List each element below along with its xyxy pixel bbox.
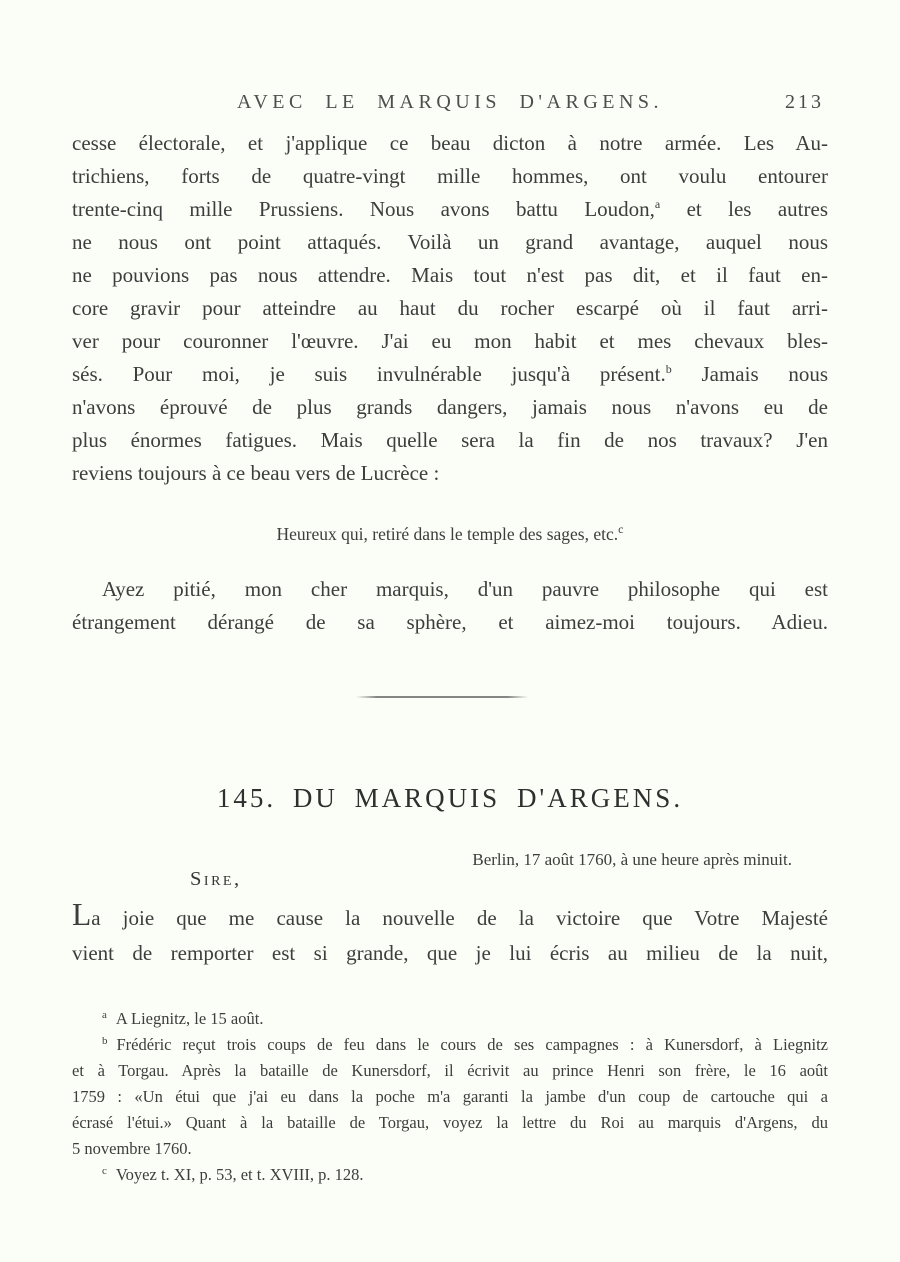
footnote-ref-b: b [665,362,672,376]
footnote-text: A Liegnitz, le 15 août. [115,1009,264,1028]
footnote-marker-b: b [102,1034,108,1047]
body-line: Ayez pitié, mon cher marquis, d'un pauvre philosophe qui est [102,577,828,601]
body-line [72,897,828,936]
body-line-segment: Jamais nous [671,362,828,386]
verse-text: Heureux qui, retiré dans le temple des sages, etc. [276,524,619,544]
body-line: ver pour couronner l'œuvre. J'ai eu mon habit et mes chevaux bles- [72,329,828,353]
salutation: Sire, [190,868,242,890]
footnote-marker-c: c [102,1164,107,1177]
body-line: core gravir pour atteindre au haut du rocher escarpé où il faut arri- [72,296,828,320]
footnote-b-line: et à Torgau. Après la bataille de Kunersdorf, il écrivit au prince Henri son frère, le 16 août [72,1061,828,1080]
body-line: n'avons éprouvé de plus grands dangers, jamais nous n'avons eu de [72,395,828,419]
footnote-ref-c: c [618,522,624,537]
body-line-segment: a joie que me cause la nouvelle de la victoire que Votre Majesté [91,906,828,930]
body-line: vient de remporter est si grande, que je lui écris au milieu de la nuit, [72,941,828,965]
letter-145-heading: 145. DU MARQUIS D'ARGENS. [216,783,684,813]
body-line: étrangement dérangé de sa sphère, et aimez-moi toujours. Adieu. [72,610,828,634]
footnote-ref-a: a [654,197,661,211]
dateline: Berlin, 17 août 1760, à une heure après minuit. [472,850,792,869]
footnote-b-line: 5 novembre 1760. [72,1139,192,1158]
body-line [72,193,828,226]
verse-quote [72,524,828,545]
footnote-b-line: écrasé l'étui.» Quant à la bataille de Torgau, voyez la lettre du Roi au marquis d'Argens, du [72,1113,828,1132]
body-line-segment: sés. Pour moi, je suis invulnérable jusqu'à présent. [72,362,666,386]
section-divider-rule [356,696,528,698]
footnote-a [72,1006,828,1032]
body-line: cesse électorale, et j'applique ce beau dicton à notre armée. Les Au- [72,131,828,155]
footnote-b-line [72,1032,828,1058]
initial-capital: L [72,897,92,932]
body-line-segment: et les autres [660,197,829,221]
footnote-b-line: 1759 : «Un étui que j'ai eu dans la poche m'a garanti la jambe d'un coup de cartouche qui a [72,1087,828,1106]
body-line: plus énormes fatigues. Mais quelle sera la fin de nos travaux? J'en [72,428,828,452]
running-header: AVEC LE MARQUIS D'ARGENS. [236,91,664,113]
footnotes [72,1006,828,1188]
body-line [72,358,828,391]
footnote-marker-a: a [102,1008,107,1021]
letter-144-body [72,127,828,490]
body-line: reviens toujours à ce beau vers de Lucrèce : [72,461,440,485]
page-number: 213 [785,91,824,113]
body-line-segment: trente-cinq mille Prussiens. Nous avons battu Loudon, [72,197,655,221]
body-line: ne pouvions pas nous attendre. Mais tout n'est pas dit, et il faut en- [72,263,828,287]
letter-145-body [72,897,828,971]
footnote-c [72,1162,828,1188]
body-line: ne nous ont point attaqués. Voilà un grand avantage, auquel nous [72,230,828,254]
footnote-text: Voyez t. XI, p. 53, et t. XVIII, p. 128. [115,1165,364,1184]
footnote-text: Frédéric reçut trois coups de feu dans le cours de ses campagnes : à Kunersdorf, à Liegnitz [116,1035,828,1054]
body-line: trichiens, forts de quatre-vingt mille hommes, ont voulu entourer [72,164,828,188]
letter-144-closing [72,573,828,639]
